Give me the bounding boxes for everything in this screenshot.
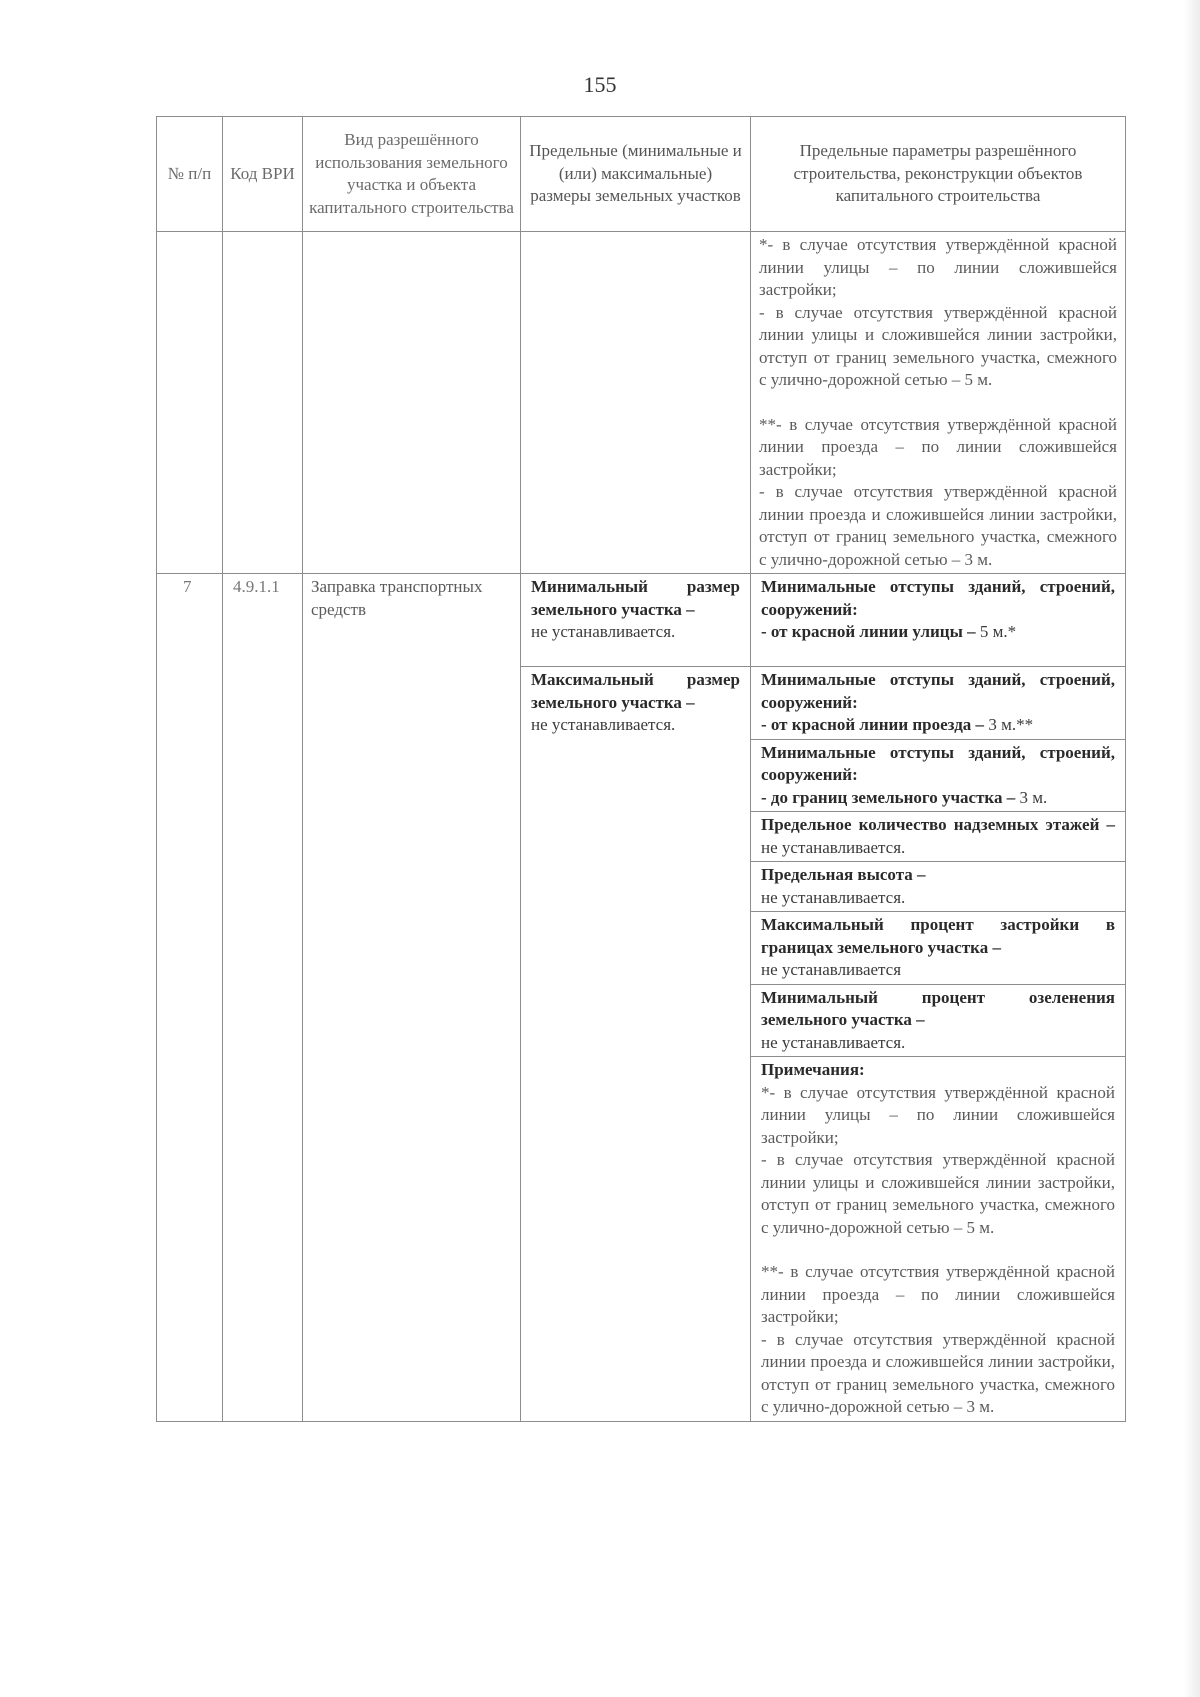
page-number: 155: [583, 72, 617, 97]
note2-a: **- в случае отсутствия утверждённой красной линии проезда – по линии сложившейся застройки;: [761, 1262, 1115, 1326]
table-row-7: [157, 574, 1126, 1422]
param-setback-passage: Минимальные отступы зданий, строений, сооружений: - от красной линии проезда – 3 м.**: [751, 667, 1125, 740]
note1-a: *- в случае отсутствия утверждённой красной линии улицы – по линии сложившейся застройки;: [761, 1082, 1115, 1147]
header-num: № п/п: [157, 117, 223, 232]
row7-code: 4.9.1.1: [223, 574, 303, 1422]
spacer: [761, 1239, 1115, 1261]
param-floors: Предельное количество надземных этажей – не устанавливается.: [751, 812, 1125, 862]
header-params: Предельные параметры разрешённого строительства, реконструкции объектов капитального строительства: [751, 117, 1126, 232]
sizes-subtable: [521, 574, 750, 739]
min-size-label: Минимальный размер земельного участка –: [531, 577, 740, 619]
cell-continued-notes: [751, 232, 1126, 574]
param-setback-boundary: Минимальные отступы зданий, строений, сооружений: - до границ земельного участка – 3 м.: [751, 739, 1125, 812]
row7-sizes: [521, 574, 751, 1422]
max-size-value: не устанавливается.: [531, 715, 676, 734]
row7-params: [751, 574, 1126, 1422]
continued-note1-b: - в случае отсутствия утверждённой красной линии улицы и сложившейся линии застройки, отступ от границ земельного участка, смежного с улично-дорожной сетью – 5 м.: [759, 302, 1117, 389]
row7-use: Заправка транспортных средств: [303, 574, 521, 1422]
cell-num-empty: [157, 232, 223, 574]
param-setback-street: Минимальные отступы зданий, строений, сооружений: - от красной линии улицы – 5 м.*: [751, 574, 1125, 667]
table-row-continued: [157, 232, 1126, 574]
cell-code-empty: [223, 232, 303, 574]
header-code: Код ВРИ: [223, 117, 303, 232]
min-size-value: не устанавливается.: [531, 622, 676, 641]
spacer: [759, 392, 1117, 414]
max-size-label: Максимальный размер земельного участка –: [531, 670, 740, 712]
param-green-percent: Минимальный процент озеленения земельного участка – не устанавливается.: [751, 984, 1125, 1057]
param-height: Предельная высота – не устанавливается.: [751, 862, 1125, 912]
note2-b: - в случае отсутствия утверждённой красной линии проезда и сложившейся линии застройки, отступ от границ земельного участка, смежного с улично-дорожной сетью – 3 м.: [761, 1329, 1115, 1416]
regulation-table-container: [156, 116, 1125, 1422]
cell-sizes-empty: [521, 232, 751, 574]
note1-b: - в случае отсутствия утверждённой красной линии улицы и сложившейся линии застройки, отступ от границ земельного участка, смежного с улично-дорожной сетью – 5 м.: [761, 1150, 1115, 1237]
notes-title: Примечания:: [761, 1060, 865, 1079]
param-notes: [751, 1057, 1125, 1421]
header-use: Вид разрешённого использования земельного участка и объекта капитального строительства: [303, 117, 521, 232]
cell-use-empty: [303, 232, 521, 574]
continued-note2-b: - в случае отсутствия утверждённой красной линии проезда и сложившейся линии застройки, отступ от границ земельного участка, смежного с улично-дорожной сетью – 3 м.: [759, 482, 1117, 569]
row7-num: 7: [157, 574, 223, 1422]
continued-note1-a: *- в случае отсутствия утверждённой красной линии улицы – по линии сложившейся застройки;: [759, 235, 1117, 299]
param-built-percent: Максимальный процент застройки в границах земельного участка – не устанавливается: [751, 912, 1125, 985]
params-subtable: [751, 574, 1125, 1421]
scan-edge-shadow: [1184, 0, 1200, 1697]
continued-note2-a: **- в случае отсутствия утверждённой красной линии проезда – по линии сложившейся застройки;: [759, 414, 1117, 479]
regulation-table: [156, 116, 1126, 1422]
header-sizes: Предельные (минимальные и (или) максимальные) размеры земельных участков: [521, 117, 751, 232]
table-header-row: [157, 117, 1126, 232]
